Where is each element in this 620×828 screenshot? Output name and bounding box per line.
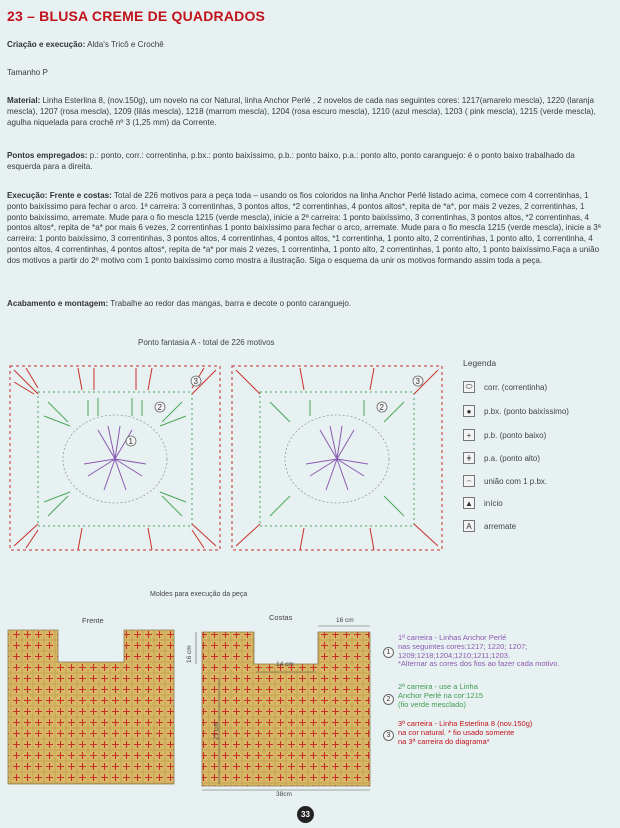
dim-16cm-side: 16 cm [186, 645, 193, 663]
dim-27cm: 27 cm [213, 722, 220, 740]
execution-paragraph [7, 191, 607, 267]
material-paragraph [7, 96, 607, 128]
note-line: 1ª carreira - Linhas Anchor Perlé [398, 633, 507, 642]
legend-label: p.bx. (ponto baixíssimo) [484, 406, 569, 416]
legend-label: corr. (correntinha) [484, 382, 548, 392]
note-number: 2 [383, 694, 394, 705]
double-crochet-icon: ǂ [463, 452, 475, 464]
dot-icon: ● [463, 405, 475, 417]
points-paragraph [7, 151, 607, 173]
finishing-paragraph [7, 299, 607, 310]
legend-label: união com 1 p.bx. [484, 476, 548, 486]
note-line: 1209;1218;1204;1210;1211;1203. [398, 650, 511, 660]
note-2 [398, 683, 483, 709]
note-number: 3 [383, 730, 394, 741]
note-line: nas seguintes cores:1217; 1220; 1207; [398, 641, 528, 651]
note-number: 1 [383, 647, 394, 658]
note-line: Anchor Perlé na cor:1215 [398, 690, 484, 700]
legend-label: arremate [484, 521, 517, 531]
motif-left [10, 366, 220, 550]
page-number: 33 [297, 806, 314, 823]
join-icon: ⌢ [463, 475, 475, 487]
legend-label: p.a. (ponto alto) [484, 453, 541, 463]
svg-text:3: 3 [193, 377, 198, 386]
legend-item-finish [463, 519, 516, 533]
svg-text:3: 3 [415, 377, 420, 386]
legend-label: início [484, 498, 503, 508]
note-line: na 3ª carreira do diagrama* [398, 736, 490, 746]
note-line: (fio verde mesclado) [398, 699, 466, 709]
legend-item-join [463, 474, 547, 488]
back-mold [202, 632, 370, 786]
size-text: Tamanho P [7, 68, 48, 77]
legend-label: p.b. (ponto baixo) [484, 430, 547, 440]
dim-38cm: 38cm [276, 791, 292, 798]
motif-right [232, 366, 442, 550]
points-value: p.: ponto, corr.: correntinha, p.bx.: ponto baixíssimo, p.b.: ponto baixo, p.a.: ponto alto, ponto caranguejo: é o ponto baixo trabalhado da esquerda para a direita. [7, 151, 575, 171]
diagram-caption: Ponto fantasia A - total de 226 motivos [138, 338, 275, 347]
svg-text:1: 1 [128, 437, 133, 446]
material-label: Material: [7, 96, 41, 105]
execution-value: Total de 226 motivos para a peça toda – usando os fios coloridos na linha Anchor Perlé listado acima, comece com 4 correntinhas, 1 ponto baixíssimo para fechar o arco. 1ª carreira: 3 correntinhas, 3 pontos altos, *2 correntinhas, 4 pontos altos*, repita de *a*, por mais 2 vezes, 2 correntinhas, 1 ponto baixíssimo, arremate. Mude para o fio mescla 1215 (verde mescla), inicie a 2ª carreira: 1 ponto baixíssimo, 3 correntinhas, 3 pontos altos, *2 correntinhas, 4 pontos altos*, repita de *a* por mais 6 vezes, 2 correntinhas 1 ponto baixíssimo para fechar o arco, arremate. Mude para o fio mescla 1215 (verde mescla), inicie a 3ª carreira: 1 ponto baixíssimo, 3 correntinhas, 3 pontos altos, 4 correntinhas, 4 pontos altos, *1 correntinha, 1 ponto alto, 2 correntinhas, 1 ponto alto, 1 correntinha, 4 pontos altos, 4 correntinhas, 4 pontos altos*, repita de *a* por mais 2 vezes, 1 correntinha, 1 ponto alto, 2 correntinhas, 1 ponto alto, 1 ponto baixíssimo.Faça a união dos motivos a partir do 2º motivo com 1 ponto baixíssimo como mostra a ilustração. Siga o esquema da unir os motivos formando assim toda a peça. [7, 191, 601, 265]
points-label: Pontos empregados: [7, 151, 88, 160]
credits-value: Alda's Tricô e Crochê [85, 40, 164, 49]
execution-label: Execução: Frente e costas: [7, 191, 112, 200]
back-label: Costas [269, 613, 293, 622]
dim-16cm-top: 16 cm [336, 617, 354, 624]
legend-item-start [463, 496, 503, 510]
chain-icon: ⬭ [463, 381, 475, 393]
page-title: 23 – BLUSA CREME DE QUADRADOS [7, 8, 266, 24]
finishing-value: Trabalhe ao redor das mangas, barra e decote o ponto caranguejo. [108, 299, 352, 308]
svg-text:2: 2 [157, 403, 162, 412]
legend-item-single-crochet [463, 428, 546, 442]
start-icon: ▲ [463, 497, 475, 509]
note-1 [398, 634, 559, 669]
front-mold [8, 630, 174, 784]
finishing-label: Acabamento e montagem: [7, 299, 109, 308]
note-line: *Alternar as cores dos fios ao fazer cada motivo. [398, 659, 560, 669]
finish-icon: A [463, 520, 475, 532]
plus-icon: + [463, 429, 475, 441]
crochet-diagram [8, 360, 448, 560]
material-value: Linha Esterlina 8, (nov.150g), um novelo na cor Natural, linha Anchor Perlé , 2 novelos de cada nas seguintes cores: 1217(amarelo mescla), 1220 (laranja mescla), 1207 (rosa mescla), 1209 (lilás mescla), 1218 (marrom mescla), 1204 (rosa escuro mescla), 1210 (azul mescla), 1203 ( pink mescla), 1215 (verde mescla), agulha niquelada para crochê nº 3 (1,25 mm) da Corrente. [7, 96, 596, 127]
note-3 [398, 720, 532, 746]
credits-label: Criação e execução: [7, 40, 86, 49]
note-line: 2ª carreira - use a Linha [398, 682, 478, 691]
legend-item-slip-stitch [463, 404, 569, 418]
front-label: Frente [82, 616, 104, 625]
svg-text:2: 2 [379, 403, 384, 412]
credits [7, 40, 607, 51]
molds-caption: Moldes para execução da peça [150, 591, 248, 598]
legend-item-double-crochet [463, 451, 540, 465]
legend-title: Legenda [463, 358, 497, 368]
note-line: 3ª carreira - Linha Esterlina 8 (nov.150g) [398, 719, 533, 728]
note-line: na cor natural. * fio usado somente [398, 727, 515, 737]
legend-item-chain [463, 380, 547, 394]
dim-14cm: 14 cm [276, 661, 294, 668]
